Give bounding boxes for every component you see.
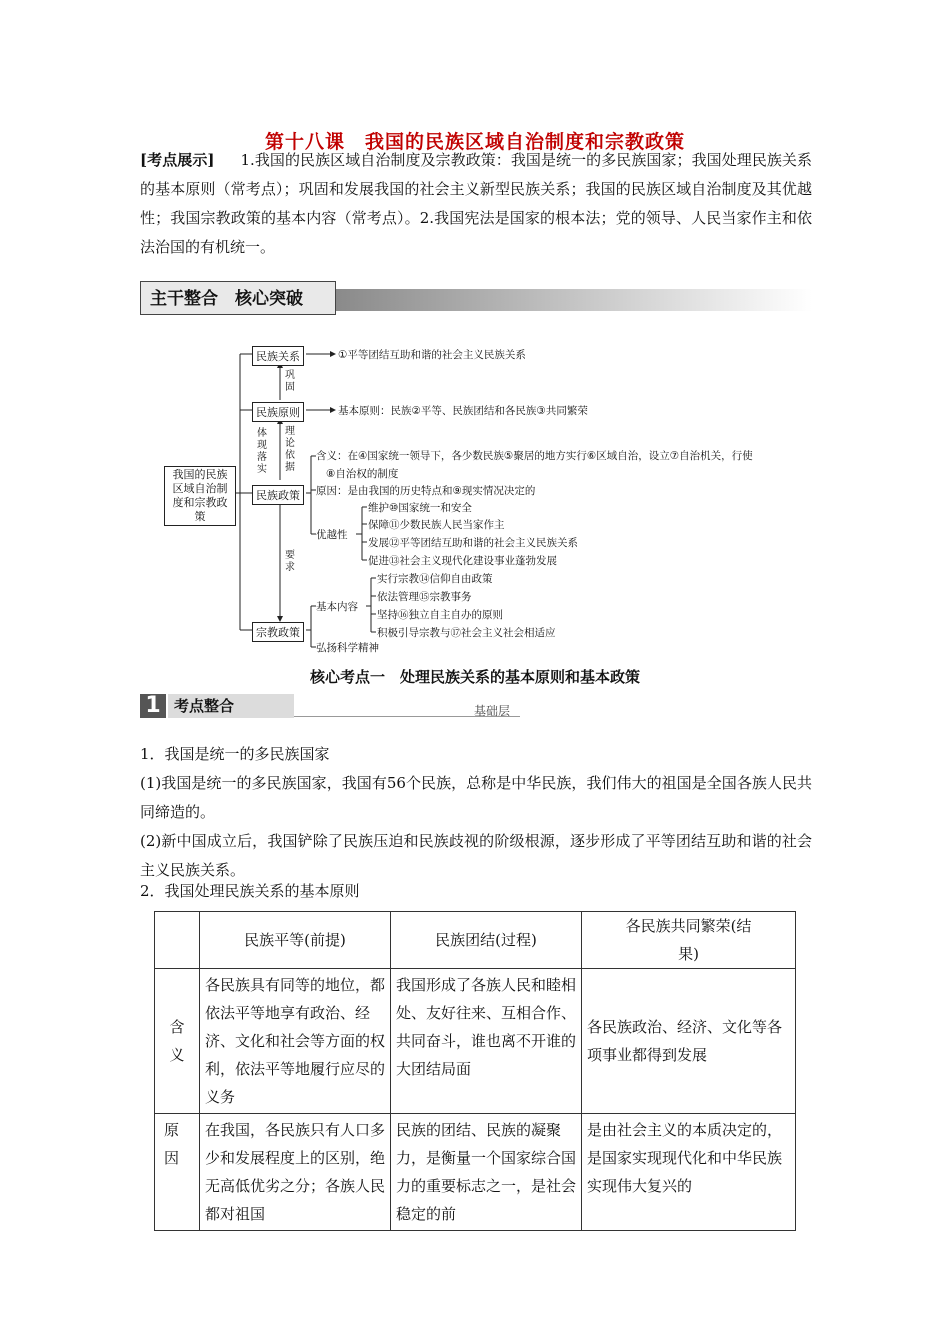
kd-label: 考点整合 <box>168 694 294 718</box>
table-row <box>155 912 796 969</box>
advantage-item: 保障⑪少数民族人民当家作主 <box>368 519 505 531</box>
content-item: 积极引导宗教与⑰社会主义社会相适应 <box>377 627 556 639</box>
label-require: 要求 <box>285 550 295 573</box>
table-header: 民族团结(过程) <box>391 912 582 969</box>
exam-points-intro <box>140 146 812 262</box>
table-cell: 各民族具有同等的地位，都依法平等地享有政治、经济、文化和社会等方面的权利，依法平等地履行应尽的义务 <box>200 969 391 1114</box>
advantage-item: 促进⑬社会主义现代化建设事业蓬勃发展 <box>368 555 557 567</box>
principles-table <box>154 911 796 1231</box>
table-cell: 民族的团结、民族的凝聚力，是衡量一个国家综合国力的重要标志之一，是社会稳定的前 <box>391 1114 582 1231</box>
paragraph: 2．我国处理民族关系的基本原则 <box>140 882 360 900</box>
table-header: 各民族共同繁荣(结果) <box>582 912 796 969</box>
kd-header <box>140 694 520 720</box>
kd-layer: 基础层 <box>474 704 511 718</box>
advantage-label: 优越性 <box>316 529 348 541</box>
content-label: 基本内容 <box>316 601 358 613</box>
table-header: 民族平等(前提) <box>200 912 391 969</box>
content-item: 坚持⑯独立自主自办的原则 <box>377 609 503 621</box>
advantage-item: 发展⑫平等团结互助和谐的社会主义民族关系 <box>368 537 578 549</box>
box-religion-policy: 宗教政策 <box>252 622 304 642</box>
table-cell: 在我国，各民族只有人口多少和发展程度上的区别，绝无高低优劣之分；各族人民都对祖国 <box>200 1114 391 1231</box>
kd-number: 1 <box>140 694 166 718</box>
box-ethnic-policy: 民族政策 <box>252 485 304 505</box>
concept-diagram <box>140 340 812 660</box>
policy-meaning-1: 含义：在④国家统一领导下，各少数民族⑤聚居的地方实行⑥区域自治，设立⑦自治机关，行使 <box>316 450 753 462</box>
table-row-label: 原因 <box>155 1114 200 1231</box>
table-cell: 是由社会主义的本质决定的，是国家实现现代化和中华民族实现伟大复兴的 <box>582 1114 796 1231</box>
table-row <box>155 1114 796 1231</box>
advantage-item: 维护⑩国家统一和安全 <box>368 502 472 514</box>
paragraph: 1．我国是统一的多民族国家 <box>140 745 330 763</box>
section-banner <box>140 281 812 317</box>
label-embody: 体现落实 <box>257 428 267 475</box>
table-row <box>155 969 796 1114</box>
science-spirit: 弘扬科学精神 <box>316 642 379 654</box>
relation-result: ①平等团结互助和谐的社会主义民族关系 <box>338 349 526 361</box>
banner-gradient <box>336 289 812 311</box>
table-cell: 我国形成了各族人民和睦相处、友好往来、互相合作、共同奋斗，谁也离不开谁的大团结局面 <box>391 969 582 1114</box>
diagram-root: 我国的民族区域自治制度和宗教政策 <box>164 466 236 526</box>
table-row-label: 含义 <box>155 969 200 1114</box>
policy-reason: 原因：是由我国的历史特点和⑨现实情况决定的 <box>316 485 536 497</box>
exam-points-tag: [考点展示] <box>140 151 215 169</box>
principle-text: 基本原则：民族②平等、民族团结和各民族③共同繁荣 <box>338 405 588 417</box>
paragraph: (2)新中国成立后，我国铲除了民族压迫和民族歧视的阶级根源，逐步形成了平等团结互助和谐的社会主义民族关系。 <box>140 832 812 879</box>
banner-label: 主干整合 核心突破 <box>140 281 336 315</box>
box-ethnic-principle: 民族原则 <box>252 402 304 422</box>
box-ethnic-relations: 民族关系 <box>252 346 304 366</box>
content-item: 实行宗教⑭信仰自由政策 <box>377 573 493 585</box>
core-point-title: 核心考点一 处理民族关系的基本原则和基本政策 <box>309 668 640 686</box>
paragraph: (1)我国是统一的多民族国家，我国有56个民族，总称是中华民族，我们伟大的祖国是全国各族人民共同缔造的。 <box>140 774 812 821</box>
page-title: 第十八课 我国的民族区域自治制度和宗教政策 <box>264 131 685 153</box>
exam-points-text: 1.我国的民族区域自治制度及宗教政策：我国是统一的多民族国家；我国处理民族关系的基本原则（常考点）；巩固和发展我国的社会主义新型民族关系；我国的民族区域自治制度及其优越性；我国宗教政策的基本内容（常考点）。2.我国宪法是国家的根本法；党的领导、人民当家作主和依法治国的有机统一。 <box>140 151 812 256</box>
label-consolidate: 巩固 <box>285 370 295 393</box>
label-theory-basis: 理论依据 <box>285 426 295 473</box>
content-item: 依法管理⑮宗教事务 <box>377 591 472 603</box>
table-cell: 各民族政治、经济、文化等各项事业都得到发展 <box>582 969 796 1114</box>
policy-meaning-2: ⑧自治权的制度 <box>326 468 399 480</box>
table-cell <box>155 912 200 969</box>
